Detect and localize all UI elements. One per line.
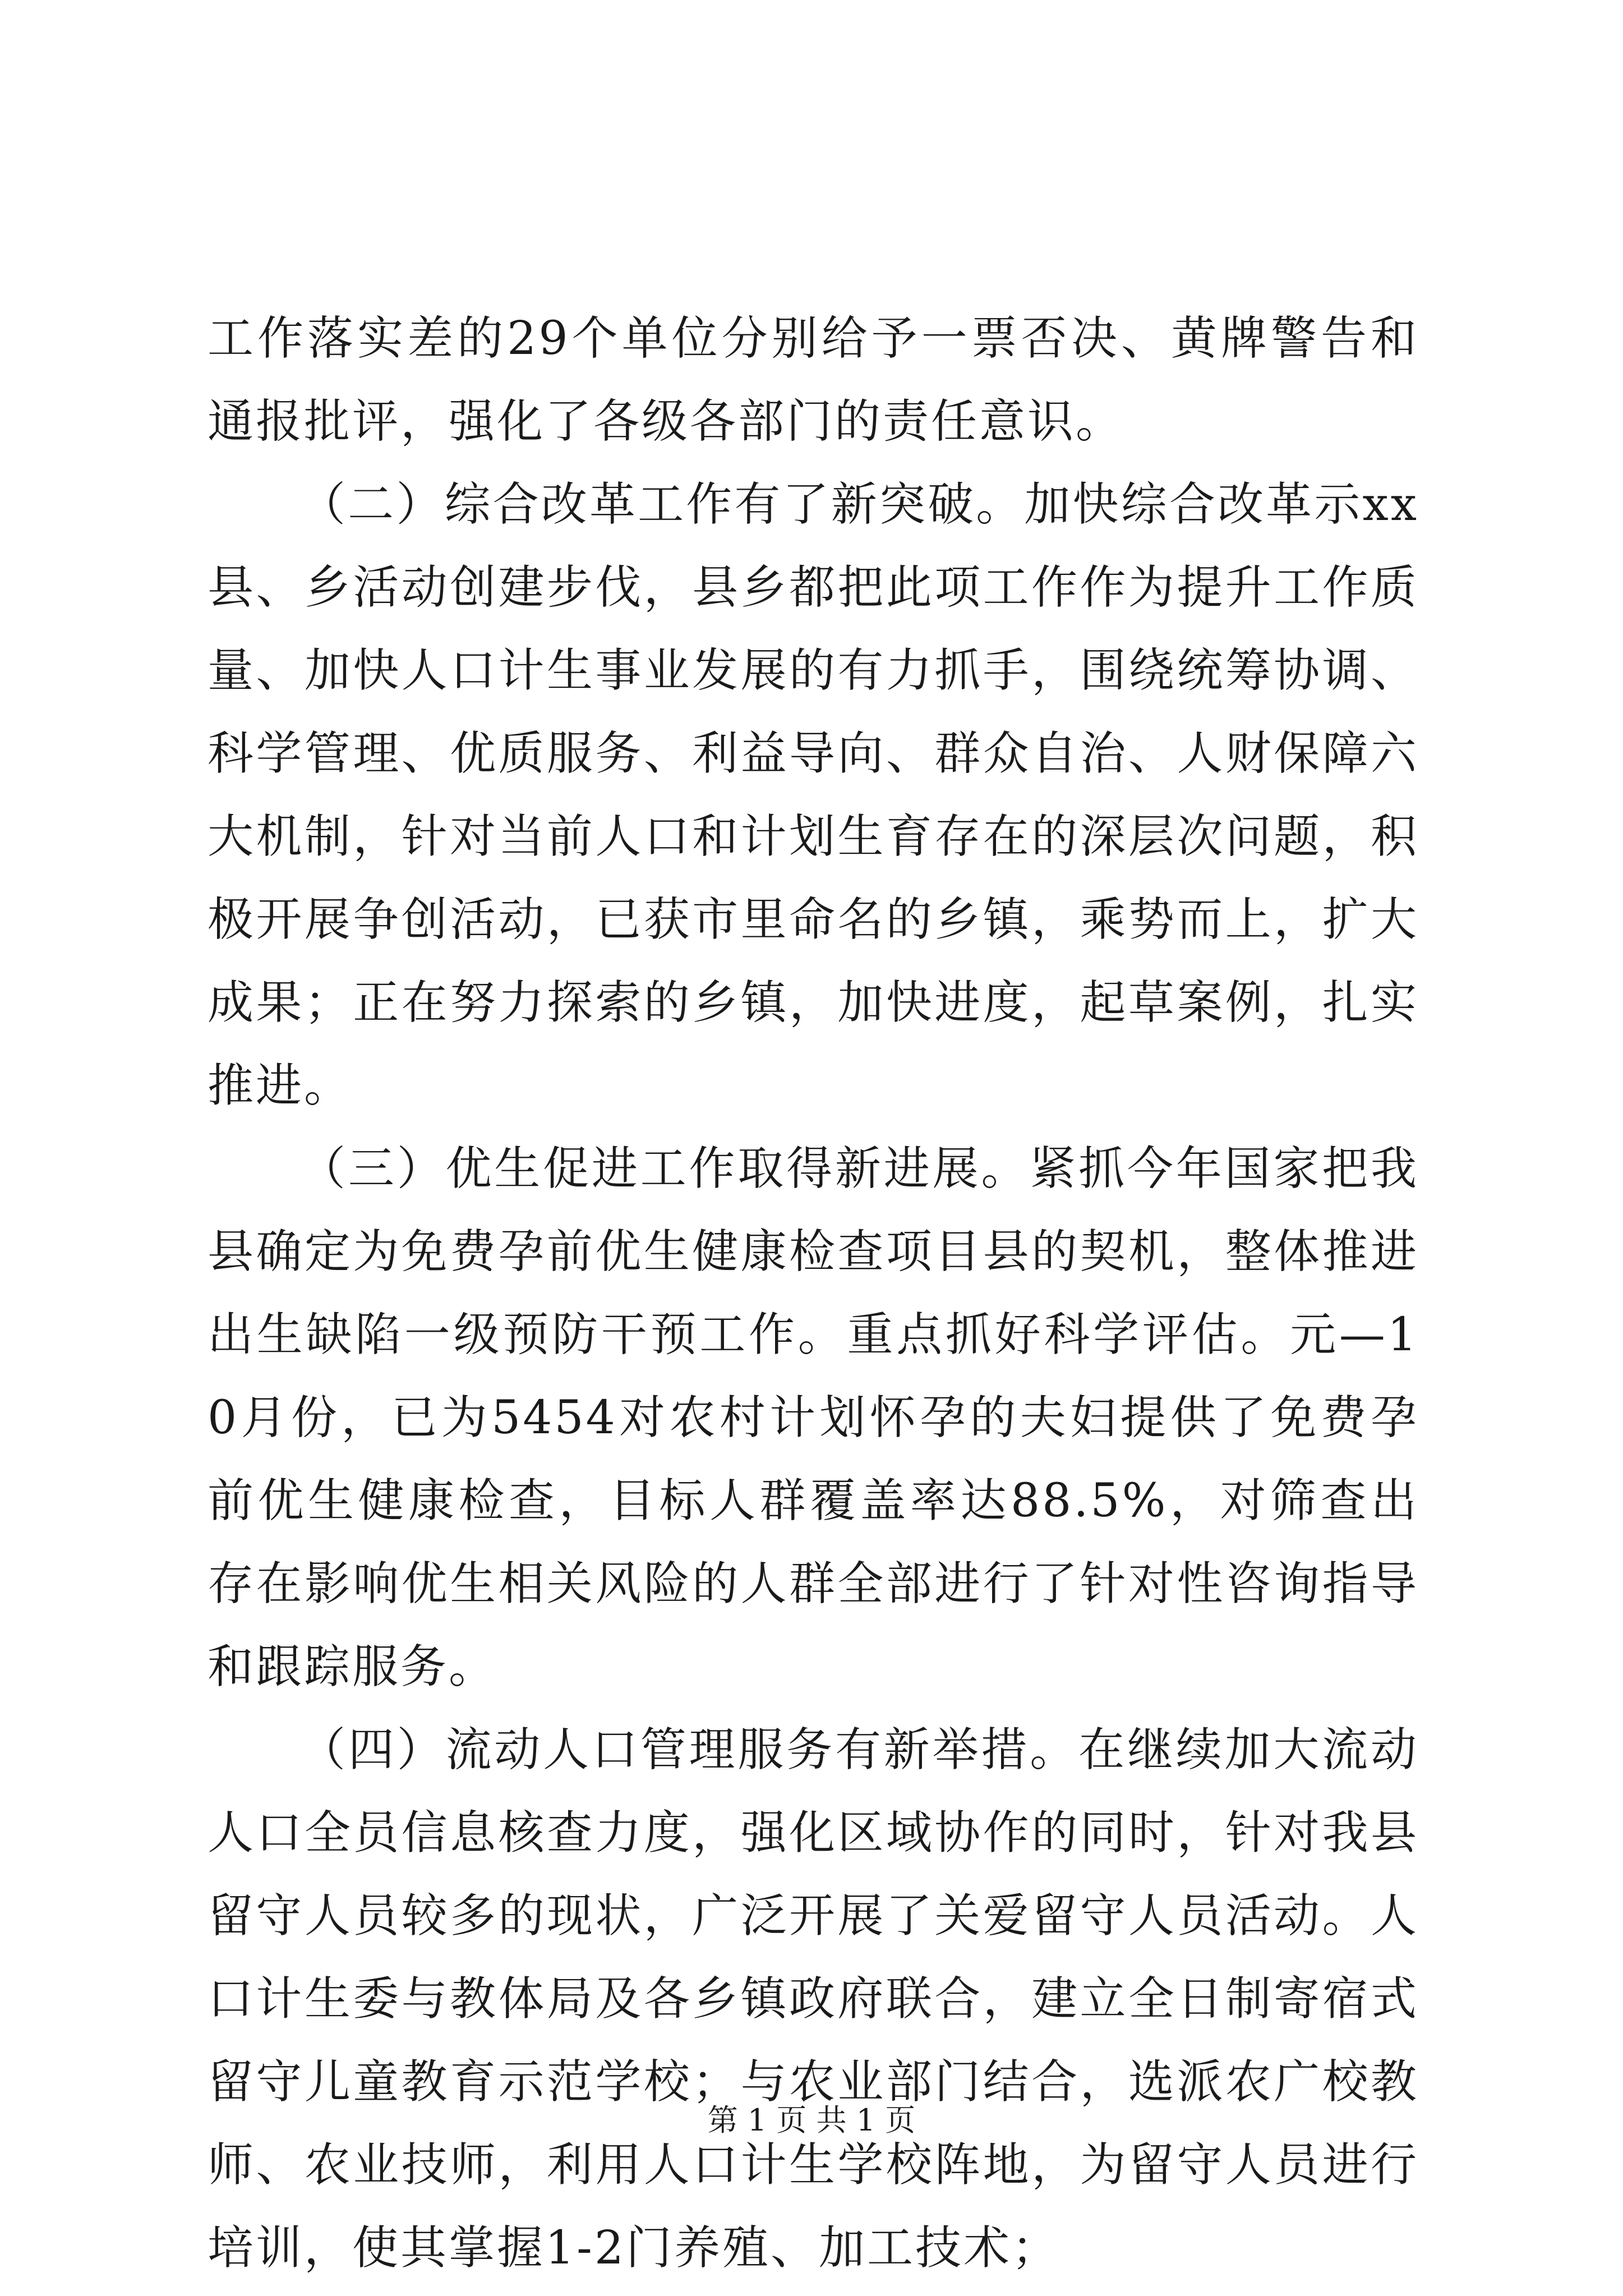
document-body (208, 297, 1419, 2290)
paragraph-section-3: （三）优生促进工作取得新进展。紧抓今年国家把我县确定为免费孕前优生健康检查项目县的契机，整体推进出生缺陷一级预防干预工作。重点抓好科学评估。元—10月份，已为5454对农村计划怀孕的夫妇提供了免费孕前优生健康检查，目标人群覆盖率达88.5%，对筛查出存在影响优生相关风险的人群全部进行了针对性咨询指导和跟踪服务。 (208, 1142, 1419, 1694)
paragraph-section-2: （二）综合改革工作有了新突破。加快综合改革示xx县、乡活动创建步伐，县乡都把此项工作作为提升工作质量、加快人口计生事业发展的有力抓手，围绕统筹协调、科学管理、优质服务、利益导向、群众自治、人财保障六大机制，针对当前人口和计划生育存在的深层次问题，积极开展争创活动，已获市里命名的乡镇，乘势而上，扩大成果；正在努力探索的乡镇，加快进度，起草案例，扎实推进。 (208, 478, 1419, 1112)
page-footer: 第 1 页 共 1 页 (707, 2102, 916, 2138)
paragraph-continued: 工作落实差的29个单位分别给予一票否决、黄牌警告和通报批评，强化了各级各部门的责任意识。 (208, 312, 1419, 448)
paragraph-section-4: （四）流动人口管理服务有新举措。在继续加大流动人口全员信息核查力度，强化区域协作的同时，针对我县留守人员较多的现状，广泛开展了关爱留守人员活动。人口计生委与教体局及各乡镇政府联合，建立全日制寄宿式留守儿童教育示范学校；与农业部门结合，选派农广校教师、农业技师，利用人口计生学校阵地，为留守人员进行培训，使其掌握1-2门养殖、加工技术； (208, 1723, 1419, 2275)
